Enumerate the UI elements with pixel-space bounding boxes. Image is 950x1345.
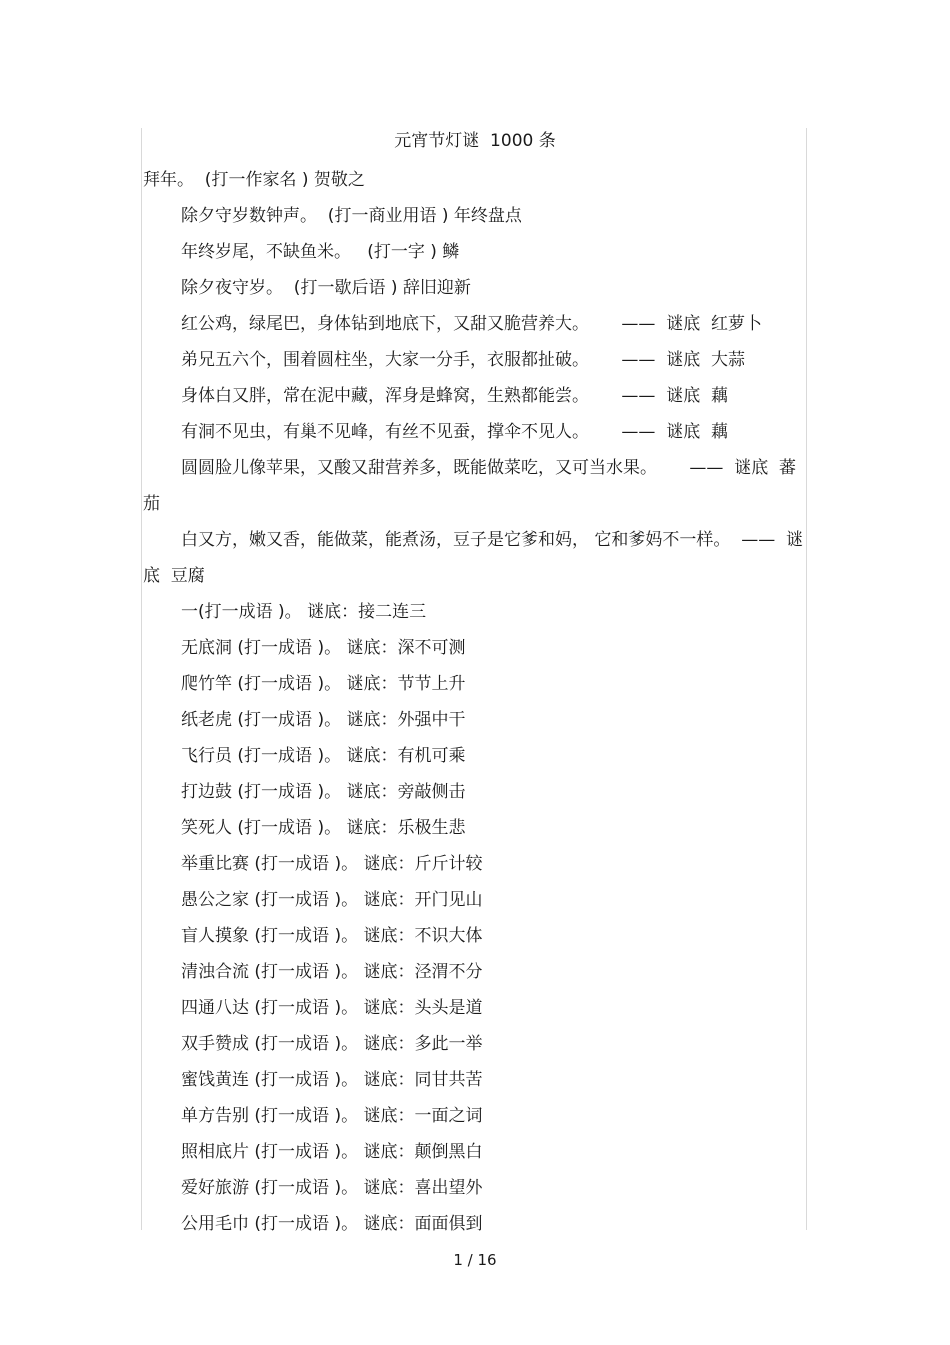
paragraph: 笑死人 (打一成语 )。 谜底：乐极生悲 (181, 818, 466, 838)
page-number: 1 / 16 (453, 1251, 497, 1269)
paragraph: 一(打一成语 )。 谜底：接二连三 (181, 602, 427, 622)
left-margin-rule (141, 128, 142, 1230)
paragraph: 除夕夜守岁。 (打一歇后语 ) 辞旧迎新 (181, 278, 471, 298)
paragraph: 红公鸡，绿尾巴，身体钻到地底下，又甜又脆营养大。 —— 谜底 红萝卜 (181, 314, 763, 334)
paragraph: 无底洞 (打一成语 )。 谜底：深不可测 (181, 638, 466, 658)
paragraph: 举重比赛 (打一成语 )。 谜底：斤斤计较 (181, 854, 483, 874)
paragraph: 身体白又胖，常在泥中藏，浑身是蜂窝，生熟都能尝。 —— 谜底 藕 (181, 386, 729, 406)
document-body (143, 162, 805, 1242)
paragraph: 清浊合流 (打一成语 )。 谜底：泾渭不分 (181, 962, 483, 982)
paragraph: 愚公之家 (打一成语 )。 谜底：开门见山 (181, 890, 483, 910)
paragraph: 四通八达 (打一成语 )。 谜底：头头是道 (181, 998, 483, 1018)
paragraph: 拜年。 (打一作家名 ) 贺敬之 (143, 170, 365, 190)
right-margin-rule (806, 128, 807, 1230)
document-title: 元宵节灯谜 1000 条 (394, 131, 556, 151)
paragraph: 蜜饯黄连 (打一成语 )。 谜底：同甘共苦 (181, 1070, 483, 1090)
paragraph: 公用毛巾 (打一成语 )。 谜底：面面俱到 (181, 1214, 483, 1234)
paragraph: 爬竹竿 (打一成语 )。 谜底：节节上升 (181, 674, 466, 694)
paragraph: 圆圆脸儿像苹果，又酸又甜营养多，既能做菜吃，又可当水果。 —— 谜底 蕃茄 (143, 458, 797, 514)
paragraph: 爱好旅游 (打一成语 )。 谜底：喜出望外 (181, 1178, 483, 1198)
paragraph: 打边鼓 (打一成语 )。 谜底：旁敲侧击 (181, 782, 466, 802)
paragraph: 除夕守岁数钟声。 (打一商业用语 ) 年终盘点 (181, 206, 522, 226)
paragraph: 年终岁尾，不缺鱼米。 (打一字 ) 鳞 (181, 242, 460, 262)
paragraph: 单方告别 (打一成语 )。 谜底：一面之词 (181, 1106, 483, 1126)
paragraph: 有洞不见虫，有巢不见峰，有丝不见蚕，撑伞不见人。 —— 谜底 藕 (181, 422, 729, 442)
paragraph: 白又方，嫩又香，能做菜，能煮汤，豆子是它爹和妈， 它和爹妈不一样。 —— 谜底 豆腐 (143, 530, 804, 586)
paragraph: 飞行员 (打一成语 )。 谜底：有机可乘 (181, 746, 466, 766)
paragraph: 照相底片 (打一成语 )。 谜底：颠倒黑白 (181, 1142, 483, 1162)
paragraph: 双手赞成 (打一成语 )。 谜底：多此一举 (181, 1034, 483, 1054)
paragraph: 纸老虎 (打一成语 )。 谜底：外强中干 (181, 710, 466, 730)
paragraph: 盲人摸象 (打一成语 )。 谜底：不识大体 (181, 926, 483, 946)
paragraph: 弟兄五六个，围着圆柱坐，大家一分手，衣服都扯破。 —— 谜底 大蒜 (181, 350, 746, 370)
